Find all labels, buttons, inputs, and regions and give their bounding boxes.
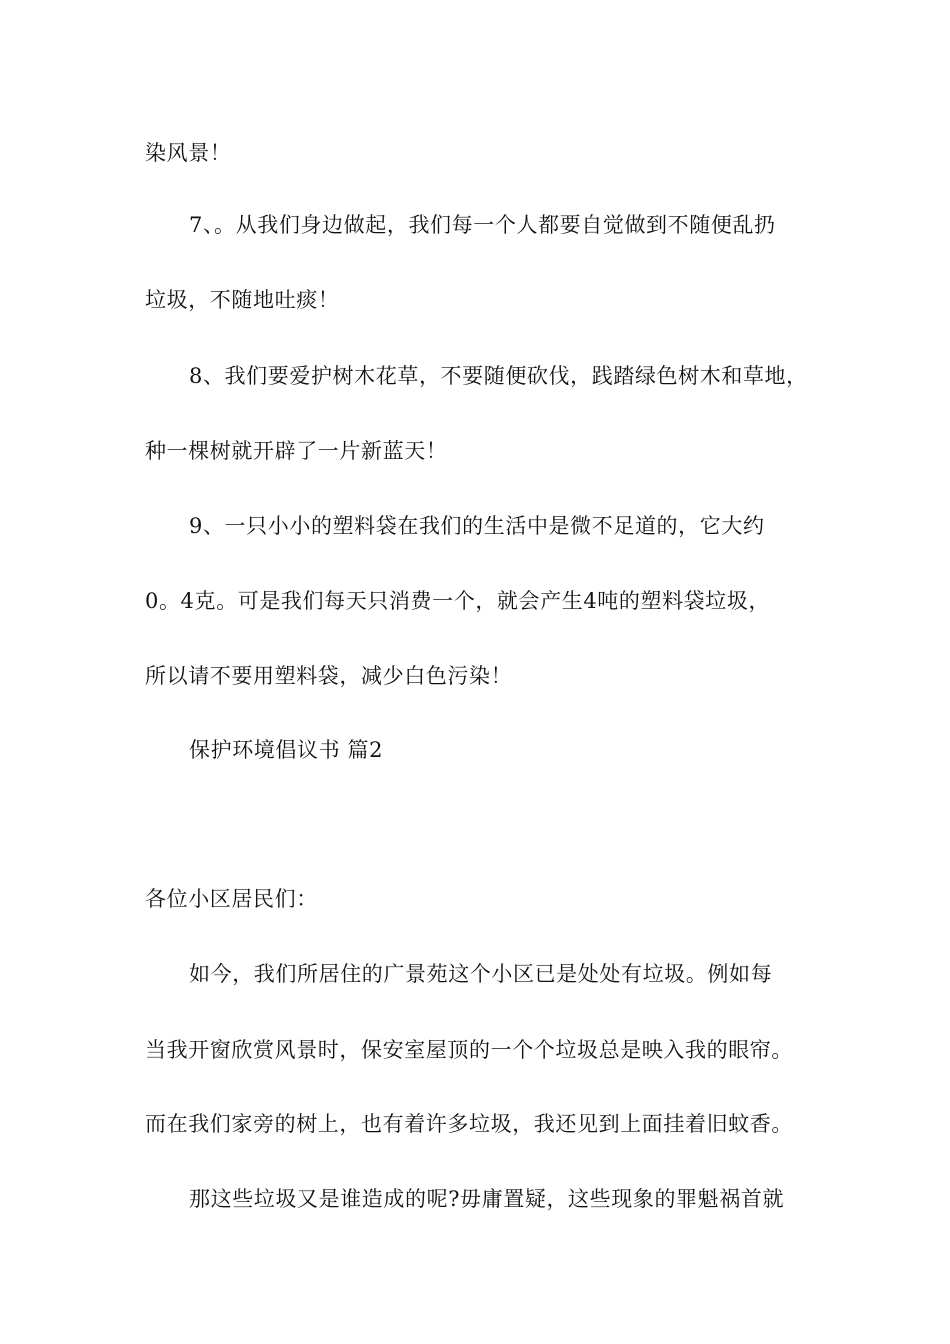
paragraph-line: 如今，我们所居住的广景苑这个小区已是处处有垃圾。例如每: [189, 962, 773, 986]
paragraph-line: 当我开窗欣赏风景时，保安室屋顶的一个个垃圾总是映入我的眼帘。: [145, 1038, 793, 1062]
salutation: 各位小区居民们：: [145, 887, 318, 911]
paragraph-line: 8、我们要爱护树木花草，不要随便砍伐，践踏绿色树木和草地，: [189, 364, 808, 388]
paragraph-line: 染风景！: [145, 141, 232, 165]
paragraph-line: 而在我们家旁的树上，也有着许多垃圾，我还见到上面挂着旧蚊香。: [145, 1112, 793, 1136]
paragraph-line: 所以请不要用塑料袋，减少白色污染！: [145, 664, 513, 688]
paragraph-line: 种一棵树就开辟了一片新蓝天！: [145, 439, 448, 463]
paragraph-line: 0。4克。可是我们每天只消费一个，就会产生4吨的塑料袋垃圾，: [145, 589, 771, 613]
paragraph-line: 垃圾，不随地吐痰！: [145, 288, 340, 312]
paragraph-line: 9、一只小小的塑料袋在我们的生活中是微不足道的，它大约: [189, 514, 765, 538]
paragraph-line: 那这些垃圾又是谁造成的呢?毋庸置疑，这些现象的罪魁祸首就: [189, 1187, 785, 1211]
paragraph-line: 7、。从我们身边做起，我们每一个人都要自觉做到不随便乱扔: [189, 213, 776, 237]
section-heading: 保护环境倡议书 篇2: [189, 738, 384, 762]
